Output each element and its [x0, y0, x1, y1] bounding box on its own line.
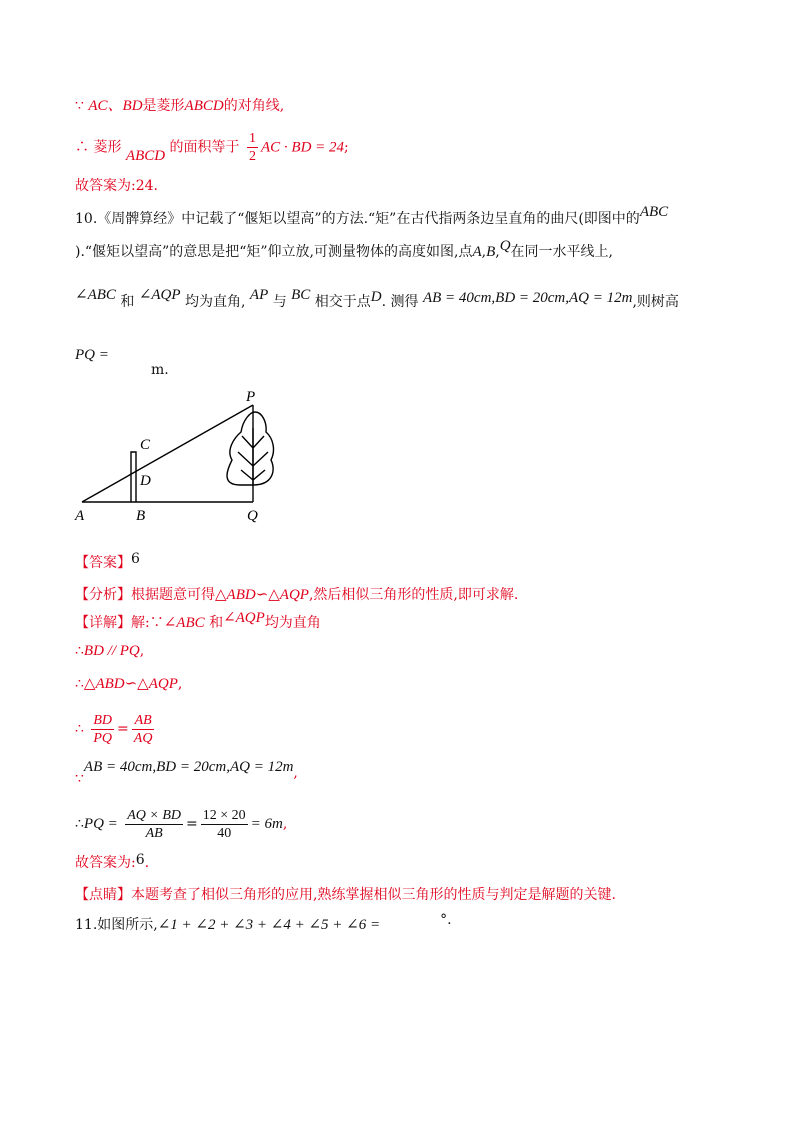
result: = 6m — [250, 816, 283, 832]
step-3 — [75, 710, 157, 748]
point-B: B — [486, 244, 496, 260]
measurements: AB = 40cm,BD = 20cm,AQ = 12m — [422, 290, 633, 306]
tree-measurement-figure — [70, 390, 280, 530]
analysis-tag: 【分析】 — [75, 587, 131, 603]
text: 均为直角, — [185, 294, 246, 310]
text: , — [495, 244, 500, 260]
rhombus-name: ABCD — [125, 147, 166, 164]
ruler-name: ABC — [639, 204, 669, 220]
line-BC: BC — [291, 287, 311, 303]
text: 和 — [209, 615, 224, 631]
tree-crown — [227, 412, 273, 485]
label-C: C — [140, 437, 151, 453]
therefore-symbol: ∴ — [75, 816, 84, 832]
final-answer-line — [75, 853, 149, 873]
ratio-AB-AQ: $\frac{AB}{AQ}$ — [133, 712, 153, 746]
parallel-statement: BD // PQ — [83, 643, 140, 659]
q10-unit: m. — [151, 362, 169, 378]
therefore-symbol: ∴ — [75, 139, 89, 156]
PQ-lhs: PQ = — [83, 816, 118, 832]
text: . — [144, 855, 150, 871]
equals: = — [186, 816, 198, 832]
point-line — [75, 885, 616, 905]
answer-line — [75, 553, 140, 573]
therefore-symbol: ∴ — [75, 676, 84, 692]
prev-line-1 — [75, 96, 284, 116]
q10-line-4 — [75, 345, 109, 365]
text: 解:∵ — [131, 615, 164, 631]
angle-ABC: ∠ABC — [75, 287, 116, 303]
rhombus-name: ABCD — [184, 98, 224, 114]
tree-branches — [238, 428, 268, 485]
answer-value: 6 — [131, 551, 140, 567]
answer-blank — [380, 928, 440, 929]
text: ,则树高 — [632, 294, 679, 310]
text: , — [139, 643, 145, 659]
step-5 — [75, 805, 287, 843]
therefore-symbol: ∴ — [75, 643, 84, 659]
q10-line-2 — [75, 238, 613, 262]
final-value: 6 — [135, 852, 145, 868]
degree-suffix: °. — [440, 912, 452, 928]
text: 的对角线, — [223, 98, 285, 114]
given-values: AB = 40cm,BD = 20cm,AQ = 12m — [83, 759, 294, 775]
analysis-line — [75, 585, 518, 605]
text: ; — [344, 139, 349, 156]
angle-ABC: ∠ABC — [163, 615, 205, 631]
text: 在同一水平线上, — [510, 244, 613, 260]
point-A: A — [472, 244, 482, 260]
therefore-symbol: ∴ — [75, 721, 84, 737]
text: 故答案为: — [75, 855, 136, 871]
label-B: B — [136, 508, 146, 524]
text: 的面积等于 — [169, 139, 240, 156]
because-symbol: ∵ — [75, 98, 84, 114]
text: 相交于点 — [314, 294, 371, 310]
prev-answer-line: 故答案为:24. — [75, 178, 158, 194]
angle-AQP: ∠AQP — [223, 610, 265, 626]
angle-AQP: ∠AQP — [138, 287, 181, 303]
line-AP: AP — [249, 287, 269, 303]
because-symbol: ∵ — [75, 771, 84, 787]
diagonals: AC、BD — [88, 98, 143, 114]
fraction-numeric: $\frac{12 \times 20}{40}$ — [202, 807, 246, 841]
q10-line-3 — [75, 287, 679, 312]
point-tag: 【点睛】 — [75, 887, 131, 903]
text: , — [481, 244, 487, 260]
text: 11.如图所示, — [75, 917, 158, 933]
text: 与 — [272, 294, 287, 310]
step-1 — [75, 641, 144, 661]
point-D: D — [370, 289, 382, 305]
point-Q: Q — [499, 238, 511, 254]
text: ,然后相似三角形的性质,即可求解. — [308, 587, 519, 603]
text: , — [293, 765, 298, 781]
text: 菱形 — [93, 139, 122, 156]
answer-tag: 【答案】 — [75, 555, 131, 571]
text: ).“偃矩以望高”的意思是把“矩”仰立放,可测量物体的高度如图,点 — [75, 244, 473, 260]
detail-line — [75, 610, 321, 633]
text: 本题考查了相似三角形的应用,熟练掌握相似三角形的性质与判定是解题的关键. — [131, 887, 616, 903]
text: 是菱形 — [142, 98, 185, 114]
text: , — [282, 816, 288, 832]
label-P: P — [246, 390, 256, 405]
text: 10.《周髀算经》中记载了“偃矩以望高”的方法.“矩”在古代指两条边呈直角的曲尺(即图中的 — [75, 211, 640, 227]
step-2 — [75, 674, 182, 694]
text: 和 — [120, 294, 135, 310]
similarity-statement: △ABD∽△AQP — [83, 676, 178, 692]
detail-tag: 【详解】 — [75, 615, 131, 631]
label-D: D — [140, 473, 151, 489]
half-fraction: $\frac{1}{2}$ — [248, 131, 256, 164]
step-4 — [75, 757, 298, 787]
similar-triangles: △ABD∽△AQP — [215, 587, 309, 603]
angle-sum-expression: ∠1 + ∠2 + ∠3 + ∠4 + ∠5 + ∠6 = — [157, 917, 381, 933]
text: , — [177, 676, 183, 692]
ratio-BD-PQ: $\frac{BD}{PQ}$ — [93, 712, 113, 746]
PQ-label: PQ = — [75, 347, 109, 363]
equals: = — [117, 721, 129, 737]
label-A: A — [75, 508, 85, 524]
text: 均为直角 — [264, 615, 321, 631]
fraction-AQxBD-over-AB: $\frac{AQ \times BD}{AB}$ — [127, 807, 182, 841]
q10-line-1 — [75, 204, 669, 229]
ruler-BC — [131, 452, 136, 502]
text: 根据题意可得 — [131, 587, 215, 603]
q11-line — [75, 912, 452, 935]
text: . 测得 — [381, 294, 419, 310]
area-expression: AC · BD = 24 — [260, 139, 345, 156]
prev-line-2 — [75, 130, 349, 165]
label-Q: Q — [247, 508, 258, 524]
sight-line-AP — [82, 405, 253, 502]
